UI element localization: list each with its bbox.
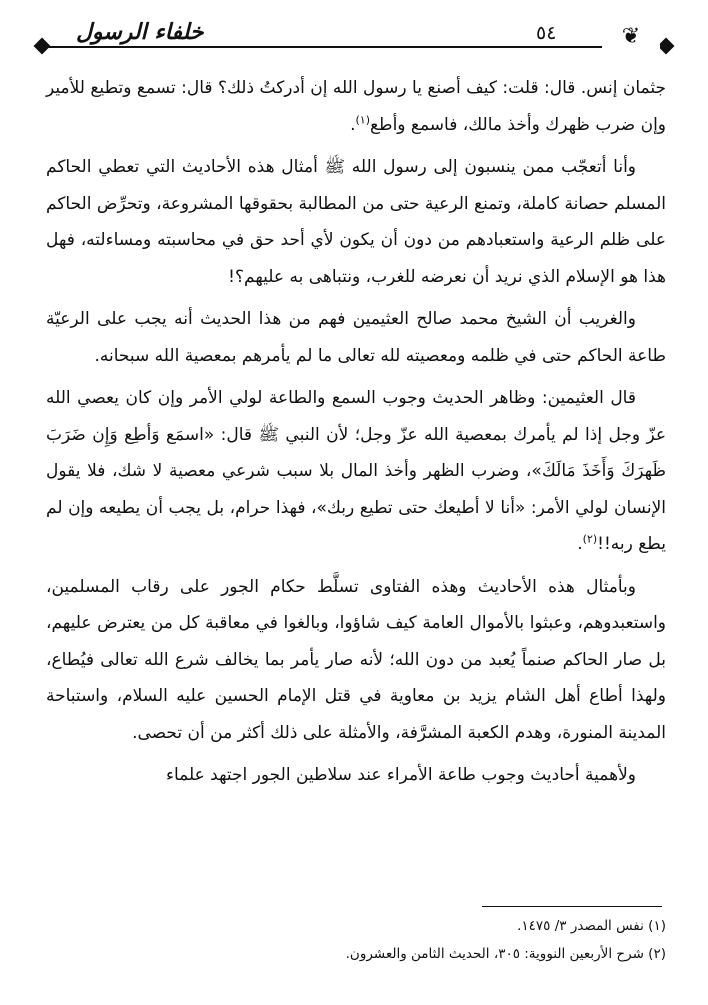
book-title: خلفاء الرسول bbox=[66, 20, 213, 45]
page-number: ٥٤ bbox=[530, 22, 562, 44]
paragraph: وأنا أتعجّب ممن ينسبون إلى رسول الله ﷺ أمثال هذه الأحاديث التي تعطي الحاكم المسلم حصانة كاملة، وتمنع الرعية حتى من المطالبة بحقوقها المشروعة، وتحرِّض الحاكم على ظلم الرعية واستعبادهم من دون أن يكون لأي أحد حق في محاسبته ومساءلته، فهل هذا هو الإسلام الذي نريد أن نعرضه للغرب، ونتباهى به عليهم؟! bbox=[46, 157, 666, 287]
diamond-ornament-icon bbox=[34, 38, 51, 55]
body-text bbox=[46, 70, 666, 800]
footnote-marker: (٢) bbox=[582, 532, 598, 546]
paragraph: ولأهمية أحاديث وجوب طاعة الأمراء عند سلاطين الجور اجتهد علماء bbox=[165, 765, 636, 785]
footnote-marker: (١) bbox=[355, 112, 370, 126]
page-header bbox=[30, 18, 678, 70]
paragraph: قال العثيمين: وظاهر الحديث وجوب السمع والطاعة لولي الأمر وإن كان يعصي الله عزّ وجل إذا لم يأمرك بمعصية الله عزّ وجل؛ لأن النبي ﷺ قال: «اسمَع وَأطِع وَإِن ضَرَبَ ظَهرَكَ وَأَخَذَ مَالَكَ»، وضرب الظهر وأخذ المال بلا سبب شرعي معصية لا شك، فلا يقول الإنسان لولي الأمر: «أنا لا أطيعك حتى تطيع ربك»، فهذا حرام، بل يجب أن يطيعه وإن لم يطع ربه!!$^{(٢)}$. bbox=[46, 388, 666, 554]
paragraph: جثمان إنس. قال: قلت: كيف أصنع يا رسول الله إن أدركتُ ذلك؟ قال: تسمع وتطيع للأمير وإن ضرب ظهرك وأخذ مالك، فاسمع وأطع$^{(١)}$. bbox=[46, 78, 666, 135]
paragraph: والغريب أن الشيخ محمد صالح العثيمين فهم من هذا الحديث أنه يجب على الرعيّة طاعة الحاكم حتى في ظلمه ومعصيته لله تعالى ما لم يأمرهم بمعصية الله سبحانه. bbox=[46, 309, 666, 366]
diamond-ornament-icon bbox=[658, 38, 675, 55]
footnote: (١) نفس المصدر ٣/ ١٤٧٥. bbox=[517, 918, 666, 934]
header-rule bbox=[44, 46, 664, 48]
footnote-divider bbox=[482, 906, 662, 907]
footnotes bbox=[46, 912, 666, 968]
footnote: (٢) شرح الأربعين النووية: ٣٠٥، الحديث الثامن والعشرون. bbox=[345, 946, 666, 962]
floral-ornament-icon: ❦ bbox=[602, 18, 660, 56]
paragraph: وبأمثال هذه الأحاديث وهذه الفتاوى تسلَّط حكام الجور على رقاب المسلمين، واستعبدوهم، وعبثوا بالأموال العامة كيف شاؤوا، وبالغوا في معاقبة كل من يعترض عليهم، بل صار الحاكم صنماً يُعبد من دون الله؛ لأنه صار يأمر بما يخالف شرع الله تعالى فيُطاع، ولهذا أطاع أهل الشام يزيد بن معاوية في قتل الإمام الحسين عليه السلام، واستباحة المدينة المنورة، وهدم الكعبة المشرَّفة، والأمثلة على ذلك أكثر من أن تحصى. bbox=[46, 576, 666, 743]
